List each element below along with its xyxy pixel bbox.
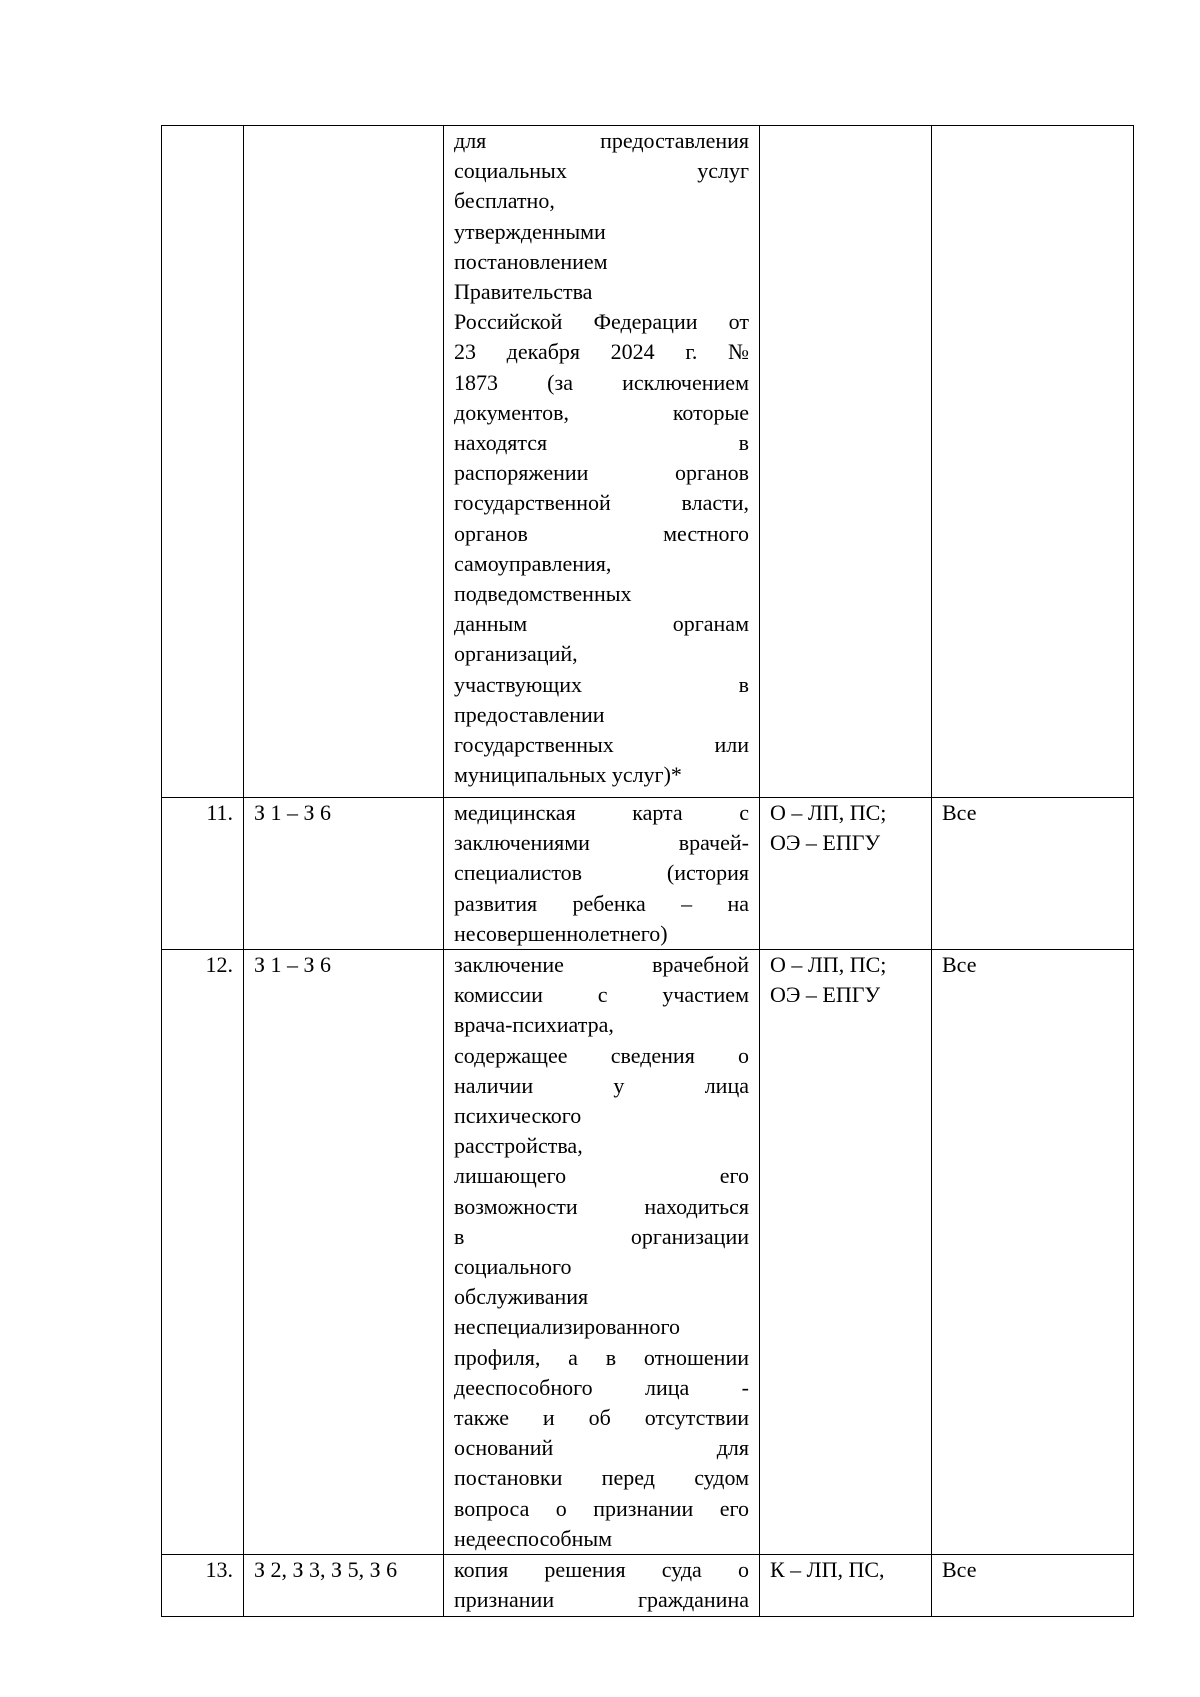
text-line: в организации [454, 1223, 749, 1249]
text-line: данным органам [454, 611, 749, 637]
text-line: органов местного [454, 520, 749, 546]
document-cell [444, 798, 760, 950]
text-line: подведомственных [454, 581, 632, 607]
text-line: содержащее сведения о [454, 1042, 749, 1068]
table-row [162, 1555, 1134, 1617]
text-line: ОЭ – ЕПГУ [770, 830, 881, 856]
text-line: 23 декабря 2024 г. № [454, 339, 749, 365]
text-line: государственных или [454, 732, 749, 758]
applies-to: Все [932, 798, 1134, 950]
text-line: недееспособным [454, 1525, 613, 1551]
text-line: организаций, [454, 641, 578, 667]
document-cell [444, 950, 760, 1555]
row-number: 11. [162, 798, 244, 950]
text-line: оснований для [454, 1435, 749, 1461]
text-line: врача-психиатра, [454, 1012, 614, 1038]
text-line: неспециализированного [454, 1314, 680, 1340]
text-line: комиссии с участием [454, 982, 749, 1008]
table-row [162, 798, 1134, 950]
text-line: также и об отсутствии [454, 1405, 749, 1431]
text-line: постановки перед судом [454, 1465, 749, 1491]
text-line: развития ребенка – на [454, 890, 749, 916]
number-cell [162, 126, 244, 798]
text-line: документов, которые [454, 399, 749, 425]
form-cell [760, 126, 932, 798]
text-line: государственной власти, [454, 490, 749, 516]
form-lines [770, 798, 921, 858]
text-line: Российской Федерации от [454, 309, 749, 335]
form-cell [760, 1555, 932, 1617]
text-line: расстройства, [454, 1133, 583, 1159]
form-cell [760, 950, 932, 1555]
text-line: профиля, а в отношении [454, 1344, 749, 1370]
text-line: социального [454, 1254, 572, 1280]
row-number: 13. [162, 1555, 244, 1617]
text-line: признании гражданина [454, 1587, 749, 1613]
document-lines [454, 126, 749, 790]
text-line: Правительства [454, 279, 593, 305]
row-codes: З 1 – З 6 [244, 798, 444, 950]
applies-to: Все [932, 950, 1134, 1555]
text-line: находятся в [454, 430, 749, 456]
text-line: вопроса о признании его [454, 1495, 749, 1521]
document-lines [454, 950, 749, 1554]
text-line: несовершеннолетнего) [454, 920, 668, 946]
text-line: наличии у лица [454, 1072, 749, 1098]
text-line: О – ЛП, ПС; [770, 952, 887, 978]
row-number: 12. [162, 950, 244, 1555]
text-line: заключениями врачей- [454, 830, 749, 856]
applies-cell [932, 126, 1134, 798]
text-line: утвержденными [454, 218, 606, 244]
text-line: муниципальных услуг)* [454, 762, 682, 788]
codes-cell [244, 126, 444, 798]
text-line: медицинская карта с [454, 800, 749, 825]
text-line: специалистов (история [454, 860, 749, 886]
text-line: дееспособного лица - [454, 1374, 749, 1400]
form-lines [770, 950, 921, 1010]
form-cell [760, 798, 932, 950]
text-line: для предоставления [454, 128, 749, 153]
applies-to: Все [932, 1555, 1134, 1617]
form-lines [770, 1555, 921, 1585]
text-line: заключение врачебной [454, 952, 749, 978]
text-line: бесплатно, [454, 188, 555, 214]
text-line: постановлением [454, 248, 608, 274]
text-line: самоуправления, [454, 550, 612, 576]
document-lines [454, 1555, 749, 1615]
text-line: предоставлении [454, 701, 605, 727]
text-line: К – ЛП, ПС, [770, 1557, 885, 1583]
text-line: психического [454, 1103, 582, 1129]
document-cell [444, 1555, 760, 1617]
documents-table [161, 125, 1134, 1617]
text-line: копия решения суда о [454, 1557, 749, 1583]
document-lines [454, 798, 749, 949]
text-line: 1873 (за исключением [454, 369, 749, 395]
table-row [162, 950, 1134, 1555]
text-line: социальных услуг [454, 158, 749, 184]
row-codes: З 1 – З 6 [244, 950, 444, 1555]
table-row [162, 126, 1134, 798]
row-codes: З 2, З 3, З 5, З 6 [244, 1555, 444, 1617]
document-cell [444, 126, 760, 798]
text-line: распоряжении органов [454, 460, 749, 486]
text-line: возможности находиться [454, 1193, 749, 1219]
text-line: обслуживания [454, 1284, 589, 1310]
text-line: ОЭ – ЕПГУ [770, 982, 881, 1008]
text-line: лишающего его [454, 1163, 749, 1189]
text-line: О – ЛП, ПС; [770, 800, 887, 825]
text-line: участвующих в [454, 671, 749, 697]
